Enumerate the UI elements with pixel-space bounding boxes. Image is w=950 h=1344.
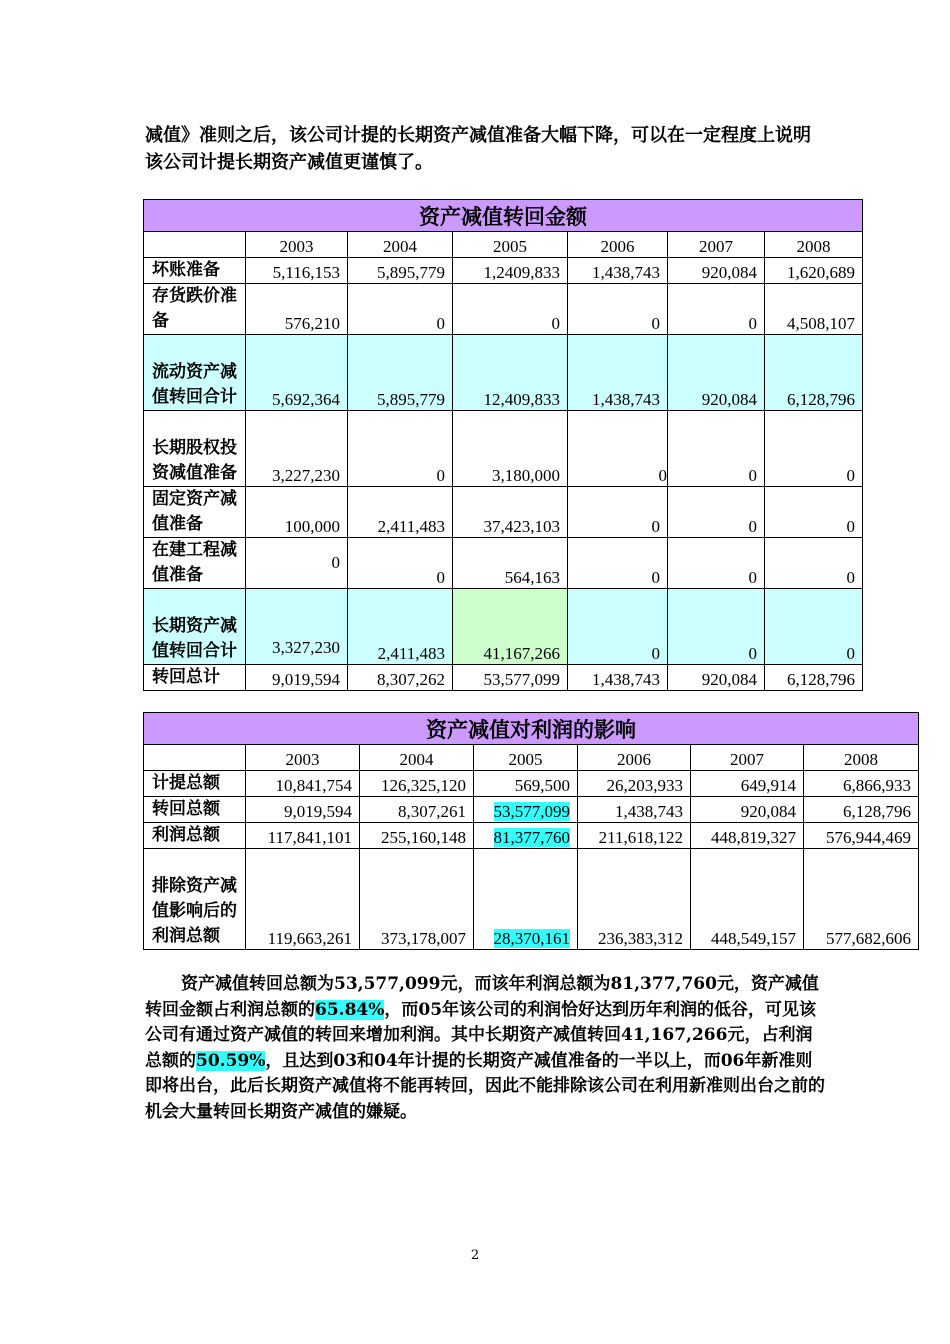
cell: 576,944,469: [804, 823, 919, 849]
highlighted-percent: 50.59%: [196, 1050, 266, 1071]
cell: 3,227,230: [246, 411, 348, 487]
cell: 0: [568, 411, 668, 487]
cell: 5,895,779: [348, 258, 453, 284]
table1-title: 资产减值转回金额: [144, 200, 863, 232]
cell: 119,663,261: [246, 849, 360, 950]
table1-year: 2007: [668, 232, 765, 258]
table2-title: 资产减值对利润的影响: [144, 713, 919, 745]
reversal-amount-table: [143, 199, 863, 691]
cell: 373,178,007: [360, 849, 474, 950]
table-row: [144, 335, 863, 411]
table1-year: 2004: [348, 232, 453, 258]
cell: 53,577,099: [453, 665, 568, 691]
cell: 117,841,101: [246, 823, 360, 849]
highlighted-percent: 65.84%: [315, 999, 385, 1020]
row-label: 转回总额: [144, 797, 246, 823]
cell: 26,203,933: [578, 771, 691, 797]
cell: 6,128,796: [765, 335, 863, 411]
cell: 0: [668, 411, 765, 487]
profit-impact-table: [143, 712, 919, 950]
cell: [474, 823, 578, 849]
table1-corner: [144, 232, 246, 258]
table-row: [144, 589, 863, 665]
cell: 3,180,000: [453, 411, 568, 487]
cell: 0: [765, 538, 863, 589]
cell: 0: [668, 589, 765, 665]
cell: 2,411,483: [348, 589, 453, 665]
cell: 6,128,796: [765, 665, 863, 691]
table1-year: 2005: [453, 232, 568, 258]
cell: 8,307,262: [348, 665, 453, 691]
table-row: [144, 258, 863, 284]
cell: 564,163: [453, 538, 568, 589]
table-row: [144, 487, 863, 538]
cell: 10,841,754: [246, 771, 360, 797]
cell: 100,000: [246, 487, 348, 538]
summary-value: 53,577,099: [334, 974, 441, 994]
cell: 255,160,148: [360, 823, 474, 849]
cell: 0: [348, 284, 453, 335]
cell: 41,167,266: [453, 589, 568, 665]
cell: [474, 797, 578, 823]
cell: 1,438,743: [568, 665, 668, 691]
cell: 1,438,743: [568, 258, 668, 284]
page-number: 2: [470, 1248, 480, 1263]
highlighted-value: 53,577,099: [493, 802, 570, 821]
cell: 3,327,230: [246, 589, 348, 665]
table2-year: 2005: [474, 745, 578, 771]
highlighted-value: 81,377,760: [493, 828, 570, 847]
row-label: 长期股权投资减值准备: [144, 411, 246, 487]
cell: 0: [668, 538, 765, 589]
row-label: 存货跌价准备: [144, 284, 246, 335]
cell: 0: [568, 284, 668, 335]
highlighted-value: 28,370,161: [493, 929, 570, 948]
cell: 920,084: [668, 665, 765, 691]
cell: 5,116,153: [246, 258, 348, 284]
cell: 9,019,594: [246, 797, 360, 823]
cell: 8,307,261: [360, 797, 474, 823]
cell: 236,383,312: [578, 849, 691, 950]
cell: 569,500: [474, 771, 578, 797]
table-row: [144, 771, 919, 797]
row-label: 利润总额: [144, 823, 246, 849]
cell: 1,438,743: [568, 335, 668, 411]
cell: 0: [765, 589, 863, 665]
row-label: 长期资产减值转回合计: [144, 589, 246, 665]
summary-text: [145, 972, 825, 1125]
cell: 0: [453, 284, 568, 335]
cell: 0: [568, 538, 668, 589]
row-label: 计提总额: [144, 771, 246, 797]
cell: 0: [568, 589, 668, 665]
cell: 576,210: [246, 284, 348, 335]
cell: 6,866,933: [804, 771, 919, 797]
cell: 6,128,796: [804, 797, 919, 823]
summary-paragraph: [145, 972, 825, 1125]
table-row: [144, 538, 863, 589]
table2-corner: [144, 745, 246, 771]
cell: 920,084: [668, 258, 765, 284]
cell: 4,508,107: [765, 284, 863, 335]
row-label: 转回总计: [144, 665, 246, 691]
cell: 211,618,122: [578, 823, 691, 849]
cell: 1,438,743: [578, 797, 691, 823]
cell: 0: [348, 411, 453, 487]
cell: 920,084: [668, 335, 765, 411]
table-row: [144, 797, 919, 823]
intro-text: 减值》准则之后，该公司计提的长期资产减值准备大幅下降，可以在一定程度上说明该公司计提长期资产减值更谨慎了。: [145, 125, 811, 173]
cell: 448,549,157: [691, 849, 804, 950]
table-row: [144, 665, 863, 691]
cell: [474, 849, 578, 950]
cell: 126,325,120: [360, 771, 474, 797]
summary-value: 81,377,760: [610, 974, 717, 994]
row-label: 流动资产减值转回合计: [144, 335, 246, 411]
table2-year: 2004: [360, 745, 474, 771]
table1-year: 2003: [246, 232, 348, 258]
table1-year: 2006: [568, 232, 668, 258]
summary-part: 元，资产减值转回金额占利润总额的: [145, 974, 819, 1020]
table2-year: 2008: [804, 745, 919, 771]
cell: 0: [568, 487, 668, 538]
cell: 9,019,594: [246, 665, 348, 691]
row-label: 排除资产减值影响后的利润总额: [144, 849, 246, 950]
summary-part: 元，而该年利润总额为: [440, 974, 611, 994]
cell: 5,895,779: [348, 335, 453, 411]
cell: 1,620,689: [765, 258, 863, 284]
cell: 37,423,103: [453, 487, 568, 538]
intro-paragraph: [145, 122, 825, 176]
table1-year: 2008: [765, 232, 863, 258]
cell: 577,682,606: [804, 849, 919, 950]
cell: 448,819,327: [691, 823, 804, 849]
cell: 0: [765, 411, 863, 487]
row-label: 坏账准备: [144, 258, 246, 284]
table-row: [144, 849, 919, 950]
summary-part: 资产减值转回总额为: [181, 974, 334, 994]
cell: 649,914: [691, 771, 804, 797]
cell: 2,411,483: [348, 487, 453, 538]
cell: 12,409,833: [453, 335, 568, 411]
table2-year: 2003: [246, 745, 360, 771]
cell: 0: [765, 487, 863, 538]
cell: 5,692,364: [246, 335, 348, 411]
row-label: 在建工程减值准备: [144, 538, 246, 589]
cell: 0: [668, 284, 765, 335]
table-row: [144, 284, 863, 335]
cell: 920,084: [691, 797, 804, 823]
cell: 1,2409,833: [453, 258, 568, 284]
table-row: [144, 823, 919, 849]
row-label: 固定资产减值准备: [144, 487, 246, 538]
summary-part: ，而05年该公司的利润恰好达到历年利润的低谷，可见该公司有通过资产减值的转回来增加利润。其中长期资产减值转回41,167,266元，占利润总额的: [145, 999, 817, 1071]
table-row: [144, 411, 863, 487]
summary-part: ，且达到03和04年计提的长期资产减值准备的一半以上，而06年新准则即将出台，此后长期资产减值将不能再转回，因此不能排除该公司在利用新准则出台之前的机会大量转回长期资产减值的嫌疑。: [145, 1050, 825, 1122]
table2-year: 2007: [691, 745, 804, 771]
cell: 0: [246, 538, 348, 589]
table2-year: 2006: [578, 745, 691, 771]
cell: 0: [668, 487, 765, 538]
cell: 0: [348, 538, 453, 589]
